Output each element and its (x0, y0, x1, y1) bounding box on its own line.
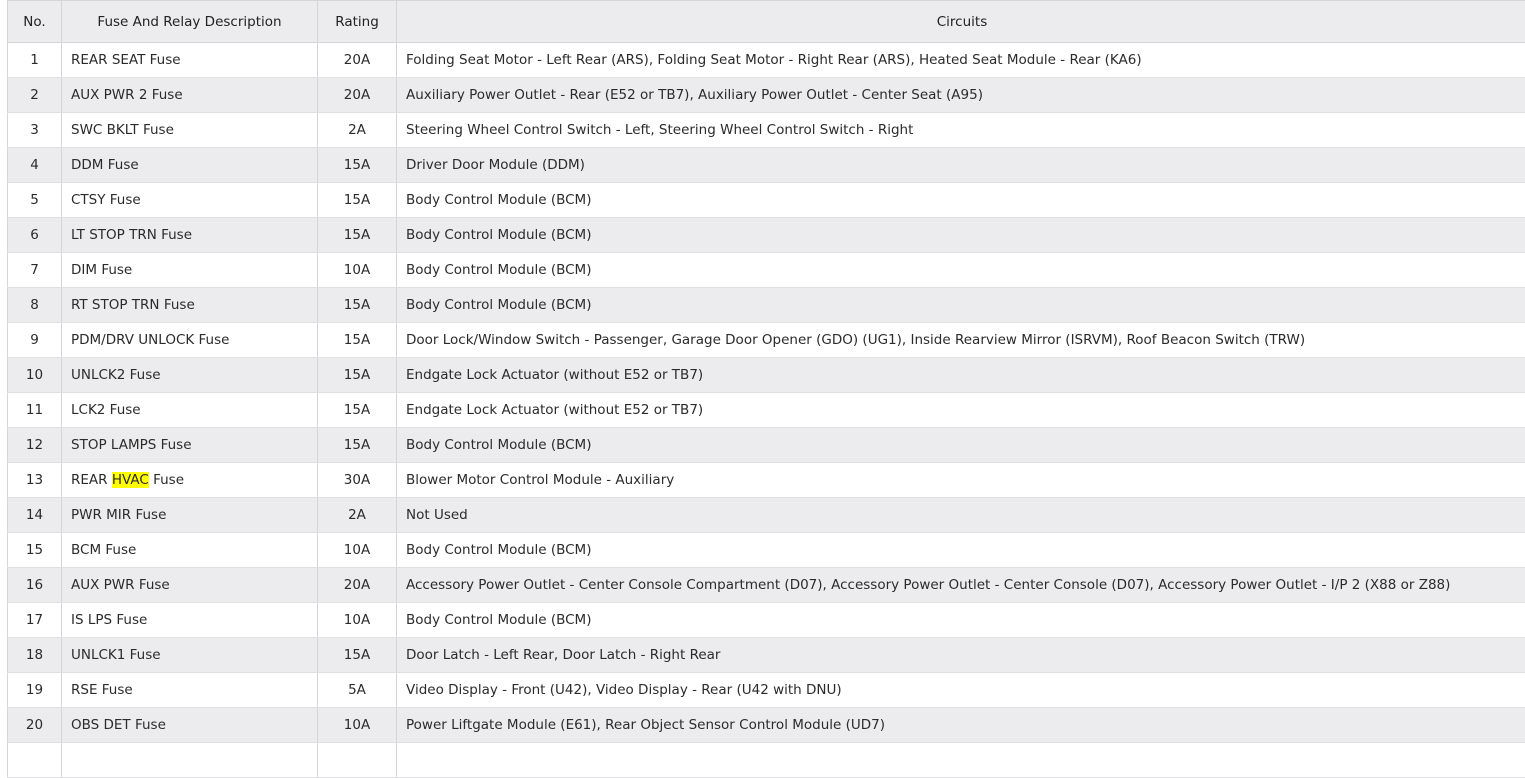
cell-rating: 15A (318, 148, 397, 183)
table-row (8, 358, 1525, 393)
cell-rating: 5A (318, 673, 397, 708)
cell-rating: 15A (318, 428, 397, 463)
table-row (8, 183, 1525, 218)
table-row (8, 463, 1525, 498)
cell-rating: 2A (318, 498, 397, 533)
description-text: SWC BKLT Fuse (71, 122, 174, 138)
table-row (8, 113, 1525, 148)
description-text: UNLCK1 Fuse (71, 647, 161, 663)
table-row (8, 533, 1525, 568)
cell-circuits: Body Control Module (BCM) (397, 603, 1525, 638)
cell-description (62, 393, 318, 428)
cell-no: 18 (8, 638, 62, 673)
cell-description (62, 498, 318, 533)
description-text-suffix: Fuse (149, 472, 184, 488)
cell-rating: 10A (318, 708, 397, 743)
cell-description (62, 743, 318, 778)
table-row (8, 568, 1525, 603)
cell-no: 15 (8, 533, 62, 568)
cell-rating: 10A (318, 533, 397, 568)
cell-description (62, 638, 318, 673)
cell-no: 12 (8, 428, 62, 463)
description-text: AUX PWR Fuse (71, 577, 170, 593)
cell-circuits: Folding Seat Motor - Left Rear (ARS), Folding Seat Motor - Right Rear (ARS), Heated Seat Module - Rear (KA6) (397, 43, 1525, 78)
cell-circuits: Blower Motor Control Module - Auxiliary (397, 463, 1525, 498)
table-row (8, 218, 1525, 253)
cell-description (62, 708, 318, 743)
cell-no: 11 (8, 393, 62, 428)
description-text: CTSY Fuse (71, 192, 141, 208)
cell-circuits: Endgate Lock Actuator (without E52 or TB7) (397, 393, 1525, 428)
description-text: LT STOP TRN Fuse (71, 227, 192, 243)
cell-rating: 20A (318, 78, 397, 113)
cell-circuits: Body Control Module (BCM) (397, 428, 1525, 463)
cell-description (62, 428, 318, 463)
cell-no: 13 (8, 463, 62, 498)
table-body (8, 43, 1525, 778)
cell-no: 14 (8, 498, 62, 533)
cell-no: 20 (8, 708, 62, 743)
cell-rating: 15A (318, 218, 397, 253)
description-text: PWR MIR Fuse (71, 507, 166, 523)
cell-description (62, 568, 318, 603)
cell-description (62, 358, 318, 393)
cell-circuits: Driver Door Module (DDM) (397, 148, 1525, 183)
fuse-table-container (7, 0, 1525, 778)
cell-circuits: Body Control Module (BCM) (397, 218, 1525, 253)
table-row (8, 708, 1525, 743)
header-circuits[interactable]: Circuits (397, 1, 1525, 43)
description-text: STOP LAMPS Fuse (71, 437, 192, 453)
table-row (8, 78, 1525, 113)
cell-rating: 10A (318, 253, 397, 288)
cell-rating: 2A (318, 113, 397, 148)
cell-circuits: Power Liftgate Module (E61), Rear Object Sensor Control Module (UD7) (397, 708, 1525, 743)
cell-circuits: Not Used (397, 498, 1525, 533)
cell-description (62, 43, 318, 78)
cell-no: 4 (8, 148, 62, 183)
cell-circuits: Auxiliary Power Outlet - Rear (E52 or TB7), Auxiliary Power Outlet - Center Seat (A95) (397, 78, 1525, 113)
cell-rating: 15A (318, 288, 397, 323)
description-text: REAR (71, 472, 112, 488)
cell-circuits: Body Control Module (BCM) (397, 288, 1525, 323)
cell-description (62, 78, 318, 113)
table-row (8, 43, 1525, 78)
cell-no: 19 (8, 673, 62, 708)
cell-no: 2 (8, 78, 62, 113)
cell-description (62, 323, 318, 358)
description-text: OBS DET Fuse (71, 717, 166, 733)
description-text: REAR SEAT Fuse (71, 52, 181, 68)
cell-circuits: Video Display - Front (U42), Video Display - Rear (U42 with DNU) (397, 673, 1525, 708)
cell-description (62, 148, 318, 183)
cell-description (62, 218, 318, 253)
cell-rating: 30A (318, 463, 397, 498)
cell-circuits: Endgate Lock Actuator (without E52 or TB7) (397, 358, 1525, 393)
table-row (8, 638, 1525, 673)
cell-rating: 15A (318, 358, 397, 393)
table-row (8, 498, 1525, 533)
cell-no: 16 (8, 568, 62, 603)
description-text: DDM Fuse (71, 157, 139, 173)
description-text: IS LPS Fuse (71, 612, 147, 628)
table-row (8, 148, 1525, 183)
description-text: RSE Fuse (71, 682, 133, 698)
cell-rating (318, 743, 397, 778)
cell-description (62, 183, 318, 218)
table-row (8, 428, 1525, 463)
cell-circuits: Steering Wheel Control Switch - Left, Steering Wheel Control Switch - Right (397, 113, 1525, 148)
fuse-relay-table (7, 0, 1525, 778)
cell-no: 8 (8, 288, 62, 323)
table-row (8, 323, 1525, 358)
cell-description (62, 533, 318, 568)
header-rating[interactable]: Rating (318, 1, 397, 43)
description-text: RT STOP TRN Fuse (71, 297, 195, 313)
cell-description (62, 288, 318, 323)
table-row (8, 673, 1525, 708)
cell-circuits: Body Control Module (BCM) (397, 183, 1525, 218)
cell-description (62, 253, 318, 288)
cell-description (62, 603, 318, 638)
cell-circuits: Door Latch - Left Rear, Door Latch - Right Rear (397, 638, 1525, 673)
table-row (8, 603, 1525, 638)
table-row (8, 253, 1525, 288)
cell-no: 10 (8, 358, 62, 393)
search-highlight: HVAC (112, 472, 149, 488)
table-header-row (8, 1, 1525, 43)
cell-description (62, 673, 318, 708)
cell-no: 6 (8, 218, 62, 253)
cell-circuits (397, 743, 1525, 778)
cell-no: 1 (8, 43, 62, 78)
cell-no: 3 (8, 113, 62, 148)
description-text: BCM Fuse (71, 542, 136, 558)
cell-circuits: Body Control Module (BCM) (397, 253, 1525, 288)
cell-circuits: Accessory Power Outlet - Center Console Compartment (D07), Accessory Power Outlet - Center Console (D07), Accessory Power Outlet - I/P 2 (X88 or Z88) (397, 568, 1525, 603)
cell-rating: 20A (318, 43, 397, 78)
cell-description (62, 463, 318, 498)
cell-rating: 15A (318, 638, 397, 673)
cell-no: 7 (8, 253, 62, 288)
cell-rating: 10A (318, 603, 397, 638)
cell-no: 17 (8, 603, 62, 638)
cell-circuits: Door Lock/Window Switch - Passenger, Garage Door Opener (GDO) (UG1), Inside Rearview Mirror (ISRVM), Roof Beacon Switch (TRW) (397, 323, 1525, 358)
cell-no (8, 743, 62, 778)
cell-rating: 15A (318, 323, 397, 358)
cell-rating: 20A (318, 568, 397, 603)
description-text: AUX PWR 2 Fuse (71, 87, 183, 103)
header-description[interactable]: Fuse And Relay Description (62, 1, 318, 43)
table-row (8, 393, 1525, 428)
cell-description (62, 113, 318, 148)
cell-no: 9 (8, 323, 62, 358)
description-text: UNLCK2 Fuse (71, 367, 161, 383)
description-text: DIM Fuse (71, 262, 132, 278)
cell-no: 5 (8, 183, 62, 218)
table-row (8, 288, 1525, 323)
cell-rating: 15A (318, 183, 397, 218)
description-text: LCK2 Fuse (71, 402, 141, 418)
table-row (8, 743, 1525, 778)
cell-rating: 15A (318, 393, 397, 428)
header-no[interactable]: No. (8, 1, 62, 43)
cell-circuits: Body Control Module (BCM) (397, 533, 1525, 568)
description-text: PDM/DRV UNLOCK Fuse (71, 332, 229, 348)
